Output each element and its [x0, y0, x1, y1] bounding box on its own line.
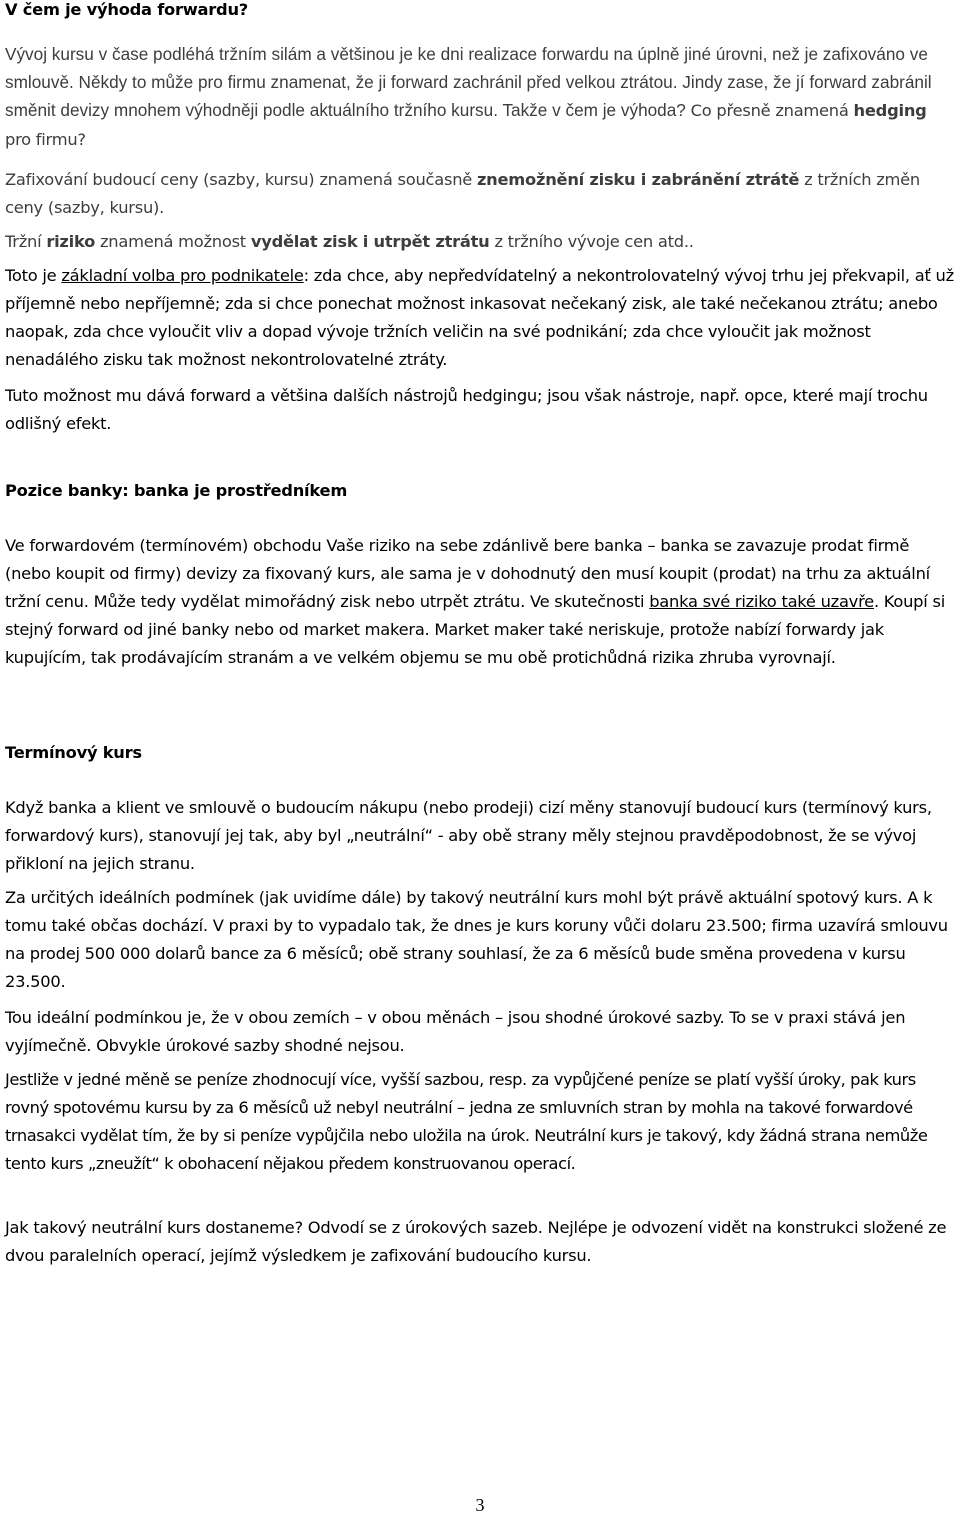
text-risk-e: z tržního vývoje cen atd..: [489, 232, 694, 251]
paragraph-forward-possibility: Tuto možnost mu dává forward a většina dalších nástrojů hedgingu; jsou však nástroje, např. opce, které mají trochu odlišný efekt.: [5, 386, 928, 433]
text-risk-term: riziko: [46, 232, 96, 251]
paragraph-ideal-conditions: Za určitých ideálních podmínek (jak uvidíme dále) by takový neutrální kurs mohl být právě aktuální spotový kurs. A k tomu také občas dochází. V praxi by to vypadalo tak, že dnes je kurs koruny vůči dolaru 23.500; firma uzavírá smlouvu na prodej 500 000 dolarů bance za 6 měsíců; obě strany souhlasí, že za 6 měsíců bude směna provedena v kursu 23.500.: [5, 888, 948, 991]
paragraph-derivation: Jak takový neutrální kurs dostaneme? Odvodí se z úrokových sazeb. Nejlépe je odvození vidět na konstrukci složené ze dvou paralelních operací, jejímž výsledkem je zafixování budoucího kursu.: [5, 1218, 947, 1265]
paragraph-market-risk: [5, 228, 957, 256]
text-market-forces: Vývoj kursu v čase podléhá tržním silám a většinou je ke dni realizace forwardu na úplně jiné úrovni, než je zafixováno ve smlouvě. Někdy to může pro firmu znamenat, že ji forward zachránil před velkou ztrátou. Jindy zase, že jí forward zabránil směnit devizy mnohem výhodněji podle aktuálního tržního kursu. Takže v čem je výhoda?: [5, 44, 932, 120]
text-bank-underlined: banka své riziko také uzavře: [649, 592, 874, 611]
text-hedging-term: hedging: [853, 101, 927, 120]
text-bank-b: . Koupí si stejný forward od jiné banky nebo od market makera. Market maker také neriskuje, protože nabízí forwardy jak kupujícím, tak prodávajícím stranám a ve velkém objemu se mu obě protichůdná rizika zhruba vyrovnají.: [5, 592, 945, 667]
section-heading-bank-position: Pozice banky: banka je prostředníkem: [5, 481, 348, 500]
paragraph-basic-choice: [5, 262, 957, 374]
text-risk-a: Tržní: [5, 232, 47, 251]
section-heading-forward-rate: Termínový kurs: [5, 743, 142, 762]
paragraph-neutral-rate: Když banka a klient ve smlouvě o budoucím nákupu (nebo prodeji) cizí měny stanovují budoucí kurs (termínový kurs, forwardový kurs), stanovují jej tak, aby byl „neutrální“ - aby obě strany měly stejnou pravděpodobnost, že se vývoj přikloní na jejich stranu.: [5, 798, 932, 873]
paragraph-different-rates: Jestliže v jedné měně se peníze zhodnocují více, vyšší sazbou, resp. za vypůjčené peníze se platí vyšší úroky, pak kurs rovný spotovému kursu by za 6 měsíců už nebyl neutrální – jedna ze smluvních stran by mohla na takové forwardové trnasakci vydělat tím, že by si peníze vypůjčila nebo uložila na úrok. Neutrální kurs je takový, kdy žádná strana nemůže tento kurs „zneužít“ k obohacení nějakou předem konstruovanou operací.: [5, 1070, 928, 1173]
page-number: 3: [475, 1495, 485, 1515]
text-fixing-pre: Zafixování budoucí ceny (sazby, kursu) znamená současně: [5, 170, 477, 189]
paragraph-market-forces: [5, 40, 957, 154]
paragraph-fixing-price: [5, 166, 957, 222]
text-choice-a: Toto je: [5, 266, 62, 285]
text-choice-underlined: základní volba pro podnikatele: [61, 266, 304, 285]
text-fixing-post: z tržních změn ceny (sazby, kursu).: [5, 170, 921, 217]
paragraph-interest-rates: Tou ideální podmínkou je, že v obou zemích – v obou měnách – jsou shodné úrokové sazby. To se v praxi stává jen vyjímečně. Obvykle úrokové sazby shodné nejsou.: [5, 1008, 906, 1055]
paragraph-bank-intermediary: [5, 532, 957, 672]
text-risk-c: znamená možnost: [95, 232, 251, 251]
text-hedging-question-pre: Co přesně znamená: [690, 101, 854, 120]
text-risk-profit-loss: vydělat zisk i utrpět ztrátu: [250, 232, 490, 251]
text-bank-a: Ve forwardovém (termínovém) obchodu Vaše riziko na sebe zdánlivě bere banka – banka se zavazuje prodat firmě (nebo koupit od firmy) devizy za fixovaný kurs, ale sama je v dohodnutý den musí koupit (prodat) na trhu za aktuální tržní cenu. Může tedy vydělat mimořádný zisk nebo utrpět ztrátu. Ve skutečnosti: [5, 536, 930, 611]
text-fixing-bold: znemožnění zisku i zabránění ztrátě: [476, 170, 800, 189]
text-hedging-question-post: pro firmu?: [5, 130, 86, 149]
section-heading-forward-advantage: V čem je výhoda forwardu?: [5, 0, 248, 19]
text-choice-b: : zda chce, aby nepředvídatelný a nekontrolovatelný vývoj trhu jej překvapil, ať už příjemně nebo nepříjemně; zda si chce ponechat možnost inkasovat nečekaný zisk, ale také nečekanou ztrátu; anebo naopak, zda chce vyloučit vliv a dopad vývoje tržních veličin na své podnikání; zda chce vyloučit jak možnost nenadálého zisku tak možnost nekontrolovatelné ztráty.: [5, 266, 954, 369]
